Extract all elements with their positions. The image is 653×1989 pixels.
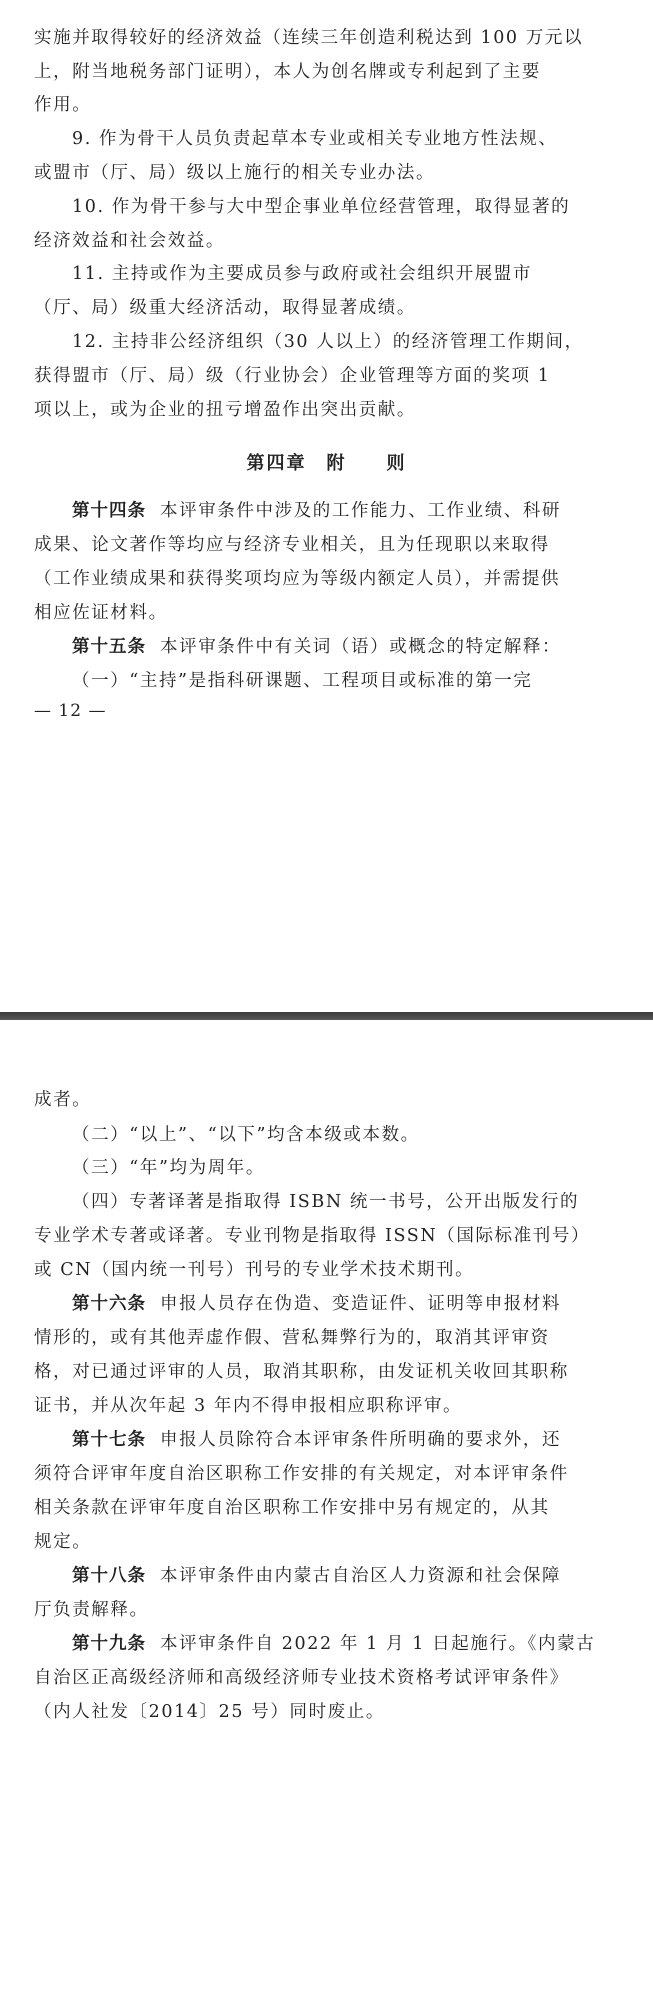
text-line: （二）“以上”、“以下”均含本级或本数。 (72, 1125, 420, 1145)
text-line: 情形的，或有其他弄虚作假、营私舞弊行为的，取消其评审资 (34, 1328, 550, 1348)
text-line: 专业学术专著或译著。专业刊物是指取得 ISSN（国际标准刊号） (34, 1226, 591, 1246)
text-line: （工作业绩成果和获得奖项均应为等级内额定人员），并需提供 (34, 569, 561, 589)
text-line: 10. 作为骨干参与大中型企事业单位经营管理，取得显著的 (72, 197, 571, 217)
text-line: （三）“年”均为周年。 (72, 1158, 265, 1178)
article-17-line: 第十七条 申报人员除符合本评审条件所明确的要求外，还 (72, 1430, 562, 1450)
text-line: 规定。 (34, 1532, 92, 1552)
text-line: 获得盟市（厅、局）级（行业协会）企业管理等方面的奖项 1 (34, 366, 551, 386)
text-line: 须符合评审年度自治区职称工作安排的有关规定，对本评审条件 (34, 1464, 569, 1484)
text-line: 成果、论文著作等均应与经济专业相关，且为任现职以来取得 (34, 535, 550, 555)
chapter-heading: 第四章 附 则 (246, 453, 407, 474)
text-line: 或盟市（厅、局）级以上施行的相关专业办法。 (34, 163, 436, 183)
text-line: 相应佐证材料。 (34, 603, 168, 623)
text-line: 经济效益和社会效益。 (34, 231, 225, 251)
article-15-title: 第十五条 (72, 637, 146, 657)
text-line: 自治区正高级经济师和高级经济师专业技术资格考试评审条件》 (34, 1668, 569, 1688)
text-line: 项以上，或为企业的扭亏增盈作出突出贡献。 (34, 400, 416, 420)
text-line: 成者。 (34, 1090, 92, 1110)
article-14-line: 第十四条 本评审条件中涉及的工作能力、工作业绩、科研 (72, 501, 562, 521)
article-17-title: 第十七条 (72, 1430, 146, 1450)
text-line: 证书，并从次年起 3 年内不得申报相应职称评审。 (34, 1396, 463, 1416)
article-14-title: 第十四条 (72, 501, 146, 521)
text-line: 12. 主持非公经济组织（30 人以上）的经济管理工作期间， (72, 332, 584, 352)
text-line: 格，对已通过评审的人员，取消其职称，由发证机关收回其职称 (34, 1362, 569, 1382)
page-number: — 12 — (34, 701, 107, 721)
text-line: 9. 作为骨干人员负责起草本专业或相关专业地方性法规、 (72, 129, 558, 149)
article-19-line: 第十九条 本评审条件自 2022 年 1 月 1 日起施行。《内蒙古 (72, 1634, 596, 1654)
document-page-13 (0, 1020, 653, 1989)
article-16-title: 第十六条 (72, 1294, 146, 1314)
text-line: （厅、局）级重大经济活动，取得显著成绩。 (34, 298, 416, 318)
text-line: （内人社发〔2014〕25 号）同时废止。 (34, 1702, 385, 1722)
text-line: 实施并取得较好的经济效益（连续三年创造利税达到 100 万元以 (34, 28, 584, 48)
text-line: 11. 主持或作为主要成员参与政府或社会组织开展盟市 (72, 264, 532, 284)
article-19-title: 第十九条 (72, 1634, 146, 1654)
article-15-line: 第十五条 本评审条件中有关词（语）或概念的特定解释： (72, 637, 562, 657)
text-line: 厅负责解释。 (34, 1600, 149, 1620)
article-18-line: 第十八条 本评审条件由内蒙古自治区人力资源和社会保障 (72, 1566, 562, 1586)
text-line: （四）专著译著是指取得 ISBN 统一书号，公开出版发行的 (72, 1192, 580, 1212)
text-line: 或 CN（国内统一刊号）刊号的专业学术技术期刊。 (34, 1260, 475, 1280)
article-18-title: 第十八条 (72, 1566, 146, 1586)
text-line: （一）“主持”是指科研课题、工程项目或标准的第一完 (72, 671, 533, 691)
text-line: 上，附当地税务部门证明），本人为创名牌或专利起到了主要 (34, 62, 541, 82)
text-line: 相关条款在评审年度自治区职称工作安排中另有规定的，从其 (34, 1498, 550, 1518)
text-line: 作用。 (34, 95, 92, 115)
article-16-line: 第十六条 申报人员存在伪造、变造证件、证明等申报材料 (72, 1294, 562, 1314)
